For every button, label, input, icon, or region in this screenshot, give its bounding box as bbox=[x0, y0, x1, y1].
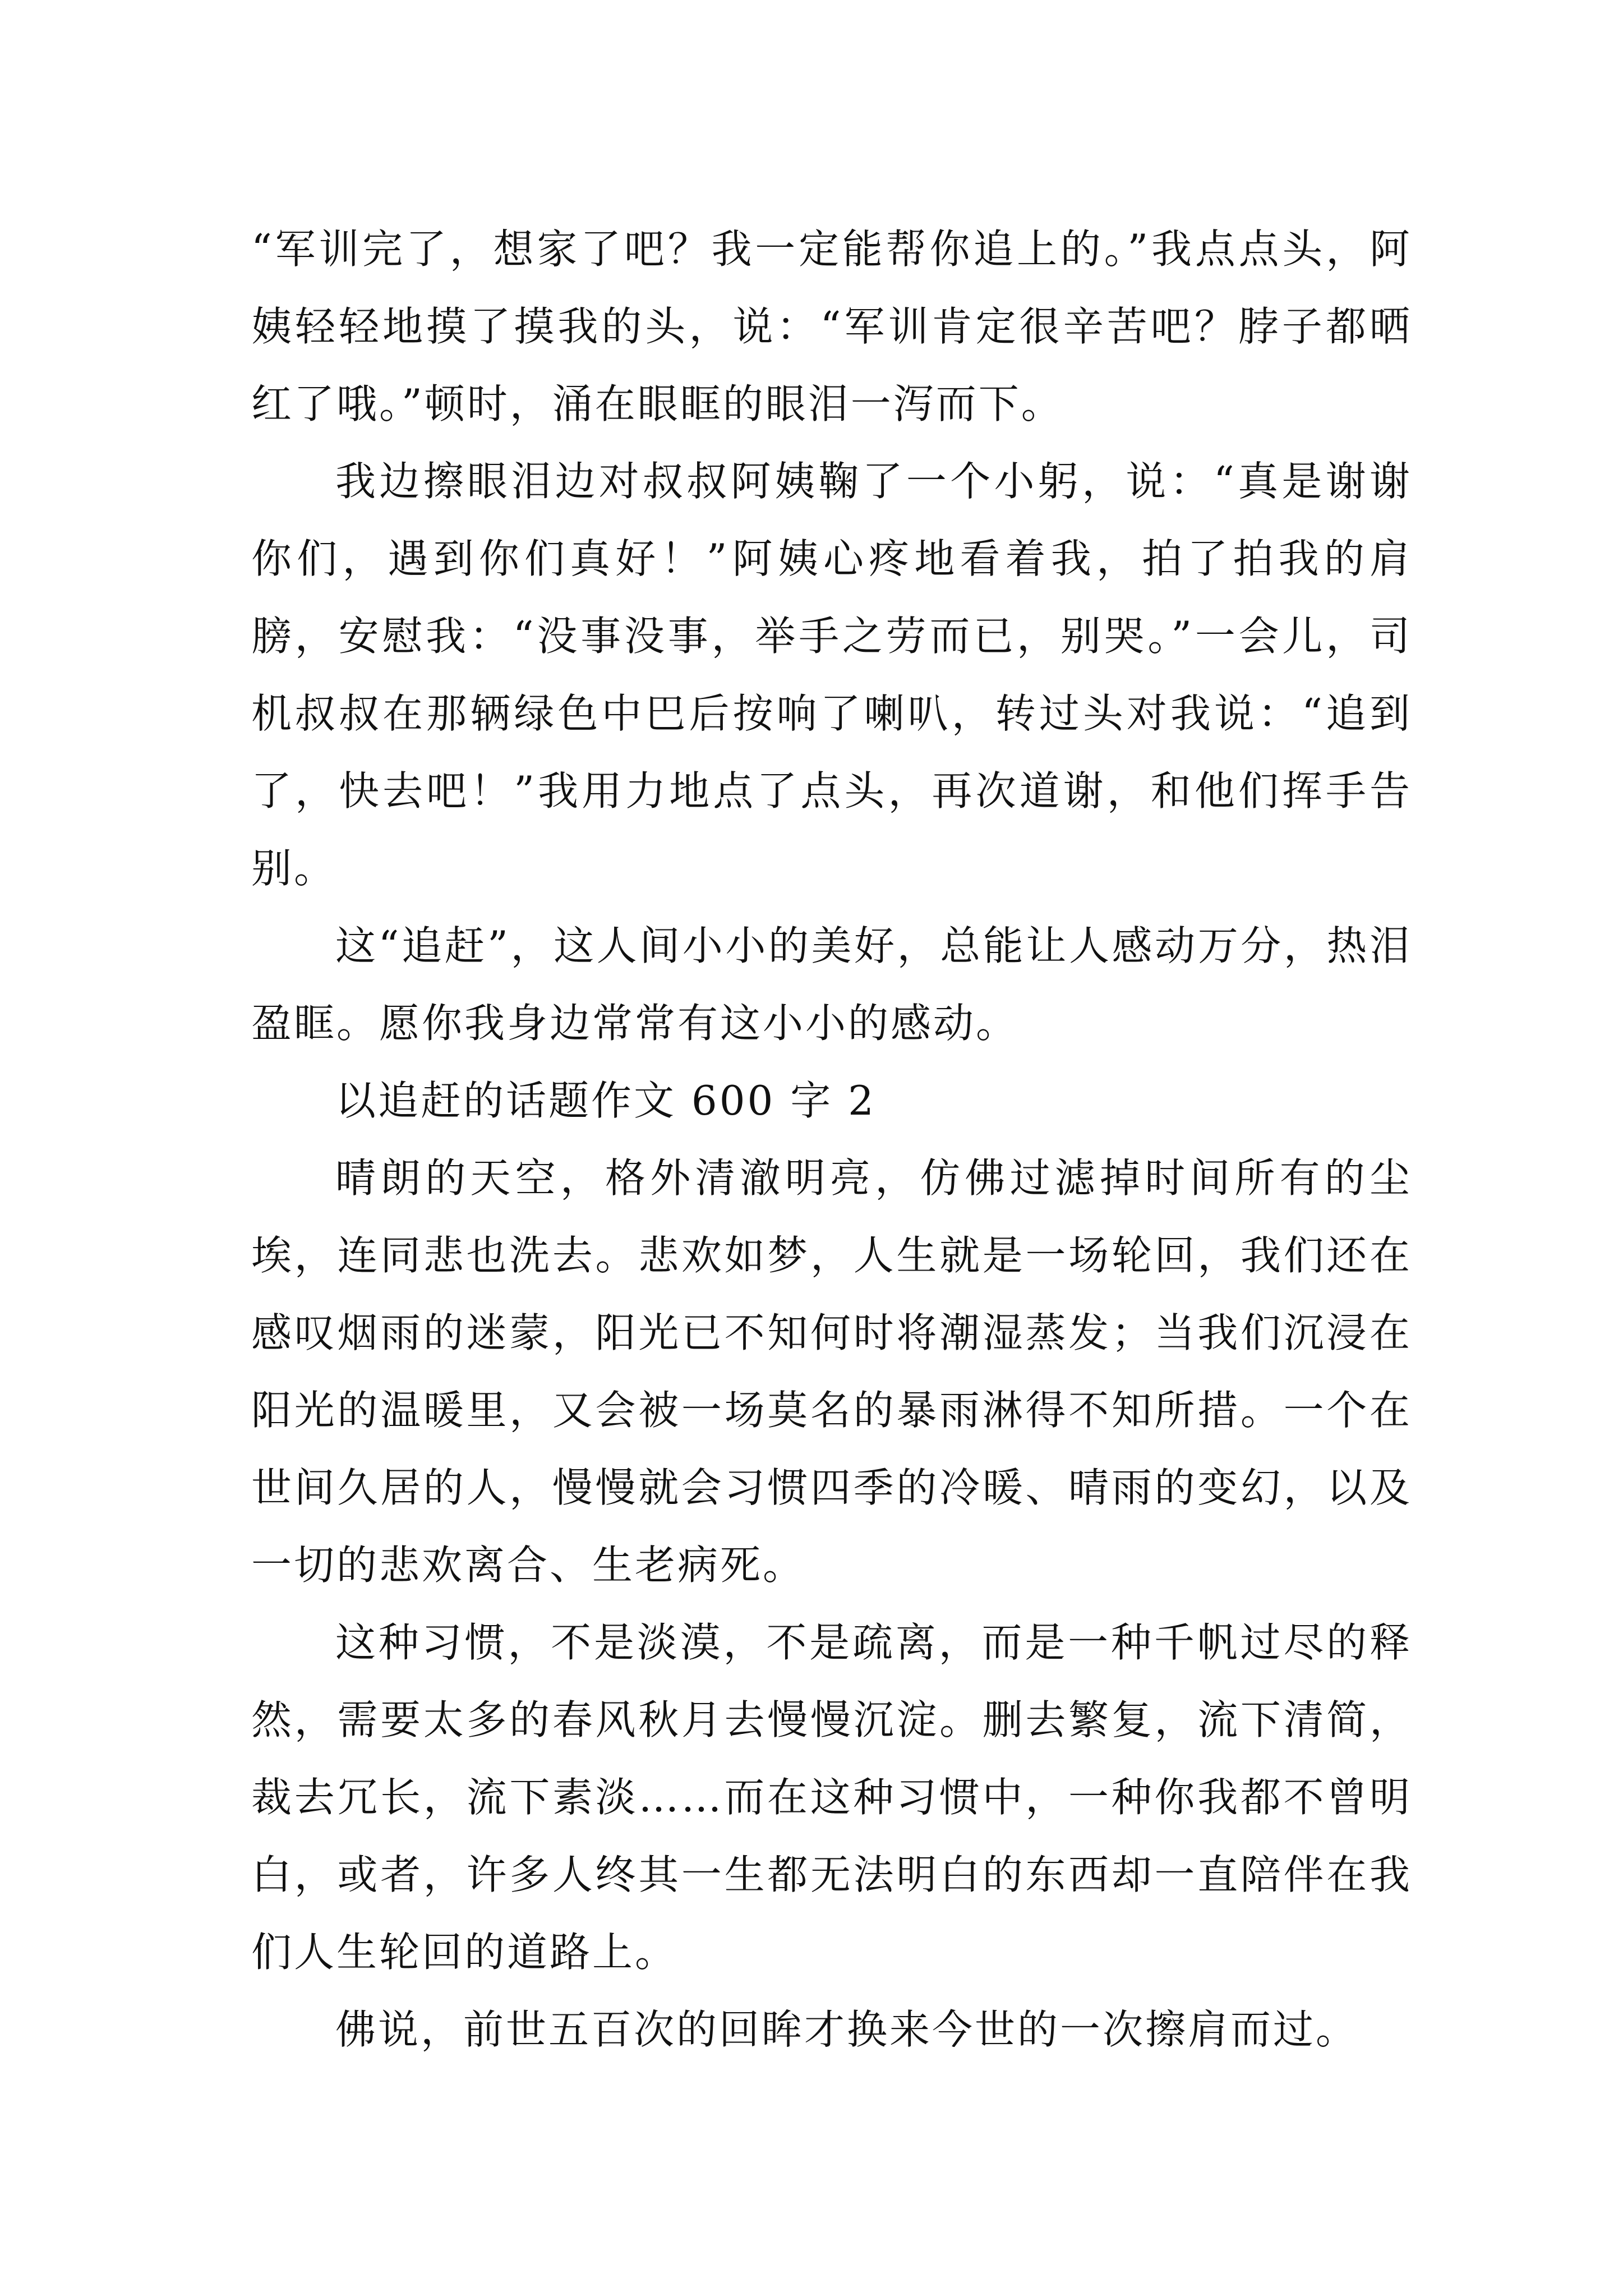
paragraph-3: 这“追赶”，这人间小小的美好，总能让人感动万分，热泪盈眶。愿你我身边常常有这小小的感动。 bbox=[251, 922, 1412, 1047]
paragraph-4: 晴朗的天空，格外清澈明亮，仿佛过滤掉时间所有的尘埃，连同悲也洗去。悲欢如梦，人生就是一场轮回，我们还在感叹烟雨的迷蒙，阳光已不知何时将潮湿蒸发；当我们沉浸在阳光的温暖里，又会被一场莫名的暴雨淋得不知所措。一个在世间久居的人，慢慢就会习惯四季的冷暖、晴雨的变幻，以及一切的悲欢离合、生老病死。 bbox=[251, 1154, 1412, 1589]
paragraph-1: “军训完了，想家了吧？我一定能帮你追上的。”我点点头，阿姨轻轻地摸了摸我的头，说：“军训肯定很辛苦吧？脖子都晒红了哦。”顿时，涌在眼眶的眼泪一泻而下。 bbox=[251, 226, 1412, 427]
section-heading: 以追赶的话题作文 600 字 2 bbox=[335, 1077, 876, 1124]
paragraph-2: 我边擦眼泪边对叔叔阿姨鞠了一个小躬，说：“真是谢谢你们，遇到你们真好！”阿姨心疼地看着我，拍了拍我的肩膀，安慰我：“没事没事，举手之劳而已，别哭。”一会儿，司机叔叔在那辆绿色中巴后按响了喇叭，转过头对我说：“追到了，快去吧！”我用力地点了点头，再次道谢，和他们挥手告别。 bbox=[251, 458, 1412, 892]
document-page bbox=[251, 210, 1412, 2068]
paragraph-6: 佛说，前世五百次的回眸才换来今世的一次擦肩而过。 bbox=[335, 2006, 1359, 2053]
paragraph-5: 这种习惯，不是淡漠，不是疏离，而是一种千帆过尽的释然，需要太多的春风秋月去慢慢沉淀。删去繁复，流下清简，裁去冗长，流下素淡……而在这种习惯中，一种你我都不曾明白，或者，许多人终其一生都无法明白的东西却一直陪伴在我们人生轮回的道路上。 bbox=[251, 1619, 1412, 1976]
